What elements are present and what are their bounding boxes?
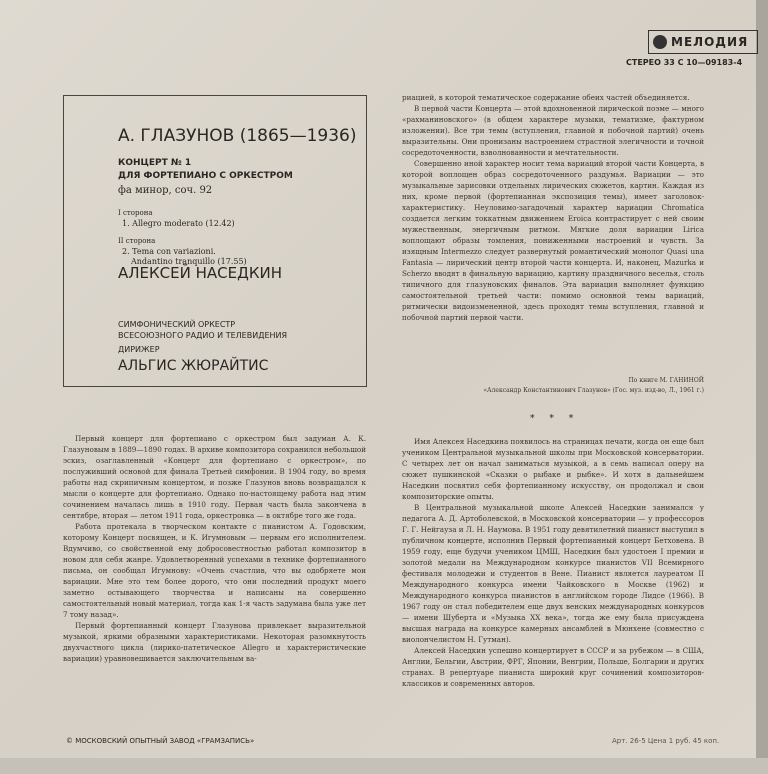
liner-notes-left [63,433,366,664]
conductor-role: ДИРИЖЕР [118,345,160,354]
side2-label: II сторона [118,237,156,245]
attribution-author: По книге М. ГАНИНОЙ [628,377,704,384]
side1-track: 1. Allegro moderato (12.42) [122,219,235,228]
section-separator: * * * [530,414,580,424]
sleeve-right-edge [756,0,768,774]
paragraph: В первой части Концерта — этой вдохновенной лирической поэме — много «рахманиновского» (в общем характере музыки, тематизме, фактурном изложении). Все три темы (вступления, главной и побочной партий) очень выразительны. Они пронизаны настроением страстной элегичности и точной сосредоточенности, взволнованности и мечтательности. [402,104,704,157]
paragraph: Первый фортепианный концерт Глазунова привлекает выразительной музыкой, яркими образными характеристиками. Некоторая разомкнутость двухчастного цикла (лирико-патетическое Allegro и характеристические вариации) уравновешивается заключительным ва- [63,621,366,663]
paragraph: Имя Алексея Наседкина появилось на страницах печати, когда он еще был учеником Центральной музыкальной школы при Московской консерватории. С четырех лет он начал заниматься музыкой, а в семь написал оперу на сюжет пушкинской «Сказки о рыбаке и рыбке». И хотя в дальнейшем Наседкин посвятил себя фортепианному искусству, он продолжал и свои композиторские опыты. [402,437,704,501]
side1-label: I сторона [118,209,153,217]
side2-track-line2: Andantino tranquillo (17.55) [131,257,247,266]
paragraph: Первый концерт для фортепиано с оркестром был задуман А. К. Глазуновым в 1889—1890 годах. В архиве композитора сохранился небольшой эскиз, озаглавленный «Концерт для фортепиано с оркестром», по послуживший основой для финала Третьей симфонии. В 1904 году, во время работы над скрипичным концертом, и позже Глазунов вновь возвращался к мысли о концерте для фортепиано. Однако по-настоящему работа над этим сочинением началась лишь в 1910 году. Первая часть была закончена в сентябре, вторая — летом 1911 года, оркестровка — в октябре того же года. [63,434,366,520]
work-title-line1: КОНЦЕРТ № 1 [118,158,192,168]
brand-name: МЕЛОДИЯ [671,35,749,49]
paragraph: Совершенно иной характер носит тема вариаций второй части Концерта, в которой воплощен образ сосредоточенного раздумья. Вариации — это музыкальные зарисовки отдельных лирических сюжетов, картин. Каждая из них, кроме первой (фортепианная экспозиция темы), имеет заголовок-характеристику. Неуловимо-загадочный характер вариации Chromatica создается легким токкатным движением Eroica контрастирует с ней своим мужественным, энергичным ритмом. Мягкие доля вариации Lirica воплощают образы томления, пониженными настроений и чувств. За изящным Intermezzo следует развернутый романтический монолог Quasi una Fantasia — лирический центр второй части концерта. И, наконец, Mazurka и Scherzo вводят в финальную вариацию, картину праздничного веселья, столь типичного для глазуновских финалов. Эта вариация выполняет функцию самостоятельной третьей части: помимо основной темы вариаций, ритмически видоизмененной, здесь проходят темы вступления, главной и побочной партий первой части. [402,159,704,322]
conductor-name: АЛЬГИС ЖЮРАЙТИС [118,358,269,374]
composer-title: А. ГЛАЗУНОВ (1865—1936) [118,126,357,146]
melodiya-logo-icon [653,35,667,49]
orchestra-line2: ВСЕСОЮЗНОГО РАДИО И ТЕЛЕВИДЕНИЯ [118,331,288,340]
liner-notes-right-top [402,92,704,323]
price-footer: Арт. 26-5 Цена 1 руб. 45 коп. [612,737,720,745]
performer-name: АЛЕКСЕЙ НАСЕДКИН [118,264,282,282]
paragraph: Алексей Наседкин успешно концертирует в СССР и за рубежом — в США, Англии, Бельгии, Австрии, ФРГ, Японии, Венгрии, Польше, Болгарии и других странах. В репертуаре пианиста широкий круг сочинений композиторов-классиков и современных авторов. [402,646,704,688]
liner-notes-right-bottom [402,436,704,689]
sleeve-bottom-edge [0,758,768,774]
paragraph: Работа протекала в творческом контакте с пианистом А. Годовским, которому Концерт посвящен, и К. Игумновым — первым его исполнителем. Вдумчиво, со свойственной ему добросовестностью работал композитор в новом для себя жанре. Удовлетворенный успехами в технике фортепианного письма, он сообщал Игумнову: «Очень счастлив, что вы одобряете мои вариации. Мне это тем более дорого, что они последний продукт моего заметно остывающего творчества и написаны на совершенно самостоятельный новый материал, тогда как 1-я часть задумана была уже лет 7 тому назад». [63,522,366,619]
attribution-source: «Александр Константинович Глазунов» (Гос. муз. изд-во, Л., 1961 г.) [483,387,704,394]
orchestra-line1: СИМФОНИЧЕСКИЙ ОРКЕСТР [118,320,236,329]
paragraph: риацией, в которой тематическое содержание обеих частей объединяется. [402,93,690,102]
side2-track-line1: 2. Tema con variazioni. [122,247,216,256]
work-title-line2: ДЛЯ ФОРТЕПИАНО С ОРКЕСТРОМ [118,171,293,181]
manufacturer-footer: © МОСКОВСКИЙ ОПЫТНЫЙ ЗАВОД «ГРАМЗАПИСЬ» [66,737,255,745]
work-key: фа минор, соч. 92 [118,185,213,196]
melodiya-logo [648,30,758,54]
catalog-number: СТЕРЕО 33 С 10—09183-4 [626,58,743,67]
paragraph: В Центральной музыкальной школе Алексей Наседкин занимался у педагога А. Д. Артоболевской, в Московской консерватории — у профессоров Г. Г. Нейгауза и Л. Н. Наумова. В 1951 году девятилетний пианист выступил в публичном концерте, исполнив Первый фортепианный концерт Бетховена. В 1959 году, еще будучи учеником ЦМШ, Наседкин был удостоен I премии и золотой медали на Международном конкурсе пианистов VII Всемирного фестиваля молодежи и студентов в Вене. Пианист является лауреатом II Международного конкурса имени Чайковского в Москве (1962) и Международного конкурса пианистов в английском городе Лидсе (1966). В 1967 году он стал победителем еще двух венских международных конкурсов — имени Шуберта и «Музыка XX века», тогда же ему была присуждена высшая награда на конкурсе камерных ансамблей в Мюнхене (совместно с виолончелистом Н. Гутман). [402,503,704,644]
